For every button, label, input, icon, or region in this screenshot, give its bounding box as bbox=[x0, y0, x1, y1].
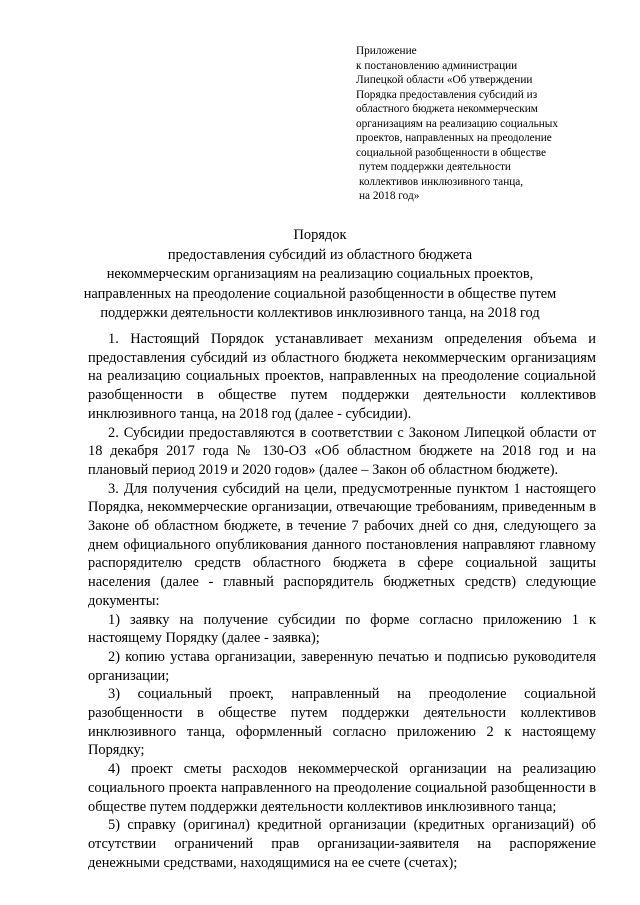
appendix-line: Липецкой области «Об утверждении bbox=[356, 74, 533, 86]
document-body bbox=[88, 330, 596, 872]
appendix-line: к постановлению администрации bbox=[356, 59, 518, 72]
title-line: направленных на преодоление социальной разобщенности в обществе путем bbox=[83, 285, 557, 302]
paragraph: 3) социальный проект, направленный на преодоление социальной разобщенности в обществе путем поддержки деятельности коллективов инклюзивного танца, оформленный согласно приложению 2 к настоящему Порядку; bbox=[88, 686, 596, 759]
paragraph: 3. Для получения субсидий на цели, предусмотренные пунктом 1 настоящего Порядка, некоммерческие организации, отвечающие требованиям, приведенным в Законе об областном бюджете, в течение 7 рабочих дней со дня, следующего за днем официального опубликования данного постановления направляют главному распорядителю средств областного бюджета в сфере социальной защиты населения (далее - главный распорядитель бюджетных средств) следующие документы: bbox=[88, 480, 596, 609]
paragraph: 4) проект сметы расходов некоммерческой организации на реализацию социального проекта направленного на преодоление социальной разобщенности в обществе путем поддержки деятельности коллективов инклюзивного танца; bbox=[88, 761, 596, 815]
appendix-line: на 2018 год» bbox=[359, 190, 420, 202]
title-line: Порядок bbox=[293, 227, 347, 243]
appendix-line: организациям на реализацию социальных bbox=[356, 117, 559, 130]
title-line: предоставления субсидий из областного бюджета bbox=[167, 246, 473, 263]
appendix-line: областного бюджета некоммерческим bbox=[356, 103, 538, 115]
document-title bbox=[60, 226, 580, 324]
paragraph: 2) копию устава организации, заверенную печатью и подписью руководителя организации; bbox=[88, 648, 596, 684]
paragraph: 1) заявку на получение субсидии по форме согласно приложению 1 к настоящему Порядку (далее - заявка); bbox=[88, 611, 596, 647]
paragraph: 5) справку (оригинал) кредитной организации (кредитных организаций) об отсутствии ограничений прав организации-заявителя на распоряжение денежными средствами, находящимися на ее счете (счетах); bbox=[88, 817, 596, 871]
paragraph: 1. Настоящий Порядок устанавливает механизм определения объема и предоставления субсидий из областного бюджета некоммерческим организациям на реализацию социальных проектов, направленных на преодоление социальной разобщенности в обществе путем поддержки деятельности коллективов инклюзивного танца, на 2018 год (далее - субсидии). bbox=[88, 331, 596, 422]
title-line: поддержки деятельности коллективов инклюзивного танца, на 2018 год bbox=[100, 305, 540, 322]
appendix-line: Приложение bbox=[356, 45, 417, 57]
paragraph: 2. Субсидии предоставляются в соответствии с Законом Липецкой области от 18 декабря 2017 года № 130-ОЗ «Об областном бюджете на 2018 год и на плановый период 2019 и 2020 годов» (далее – Закон об областном бюджете). bbox=[88, 424, 596, 478]
appendix-line: коллективов инклюзивного танца, bbox=[359, 175, 524, 188]
appendix-header bbox=[356, 44, 626, 204]
appendix-line: путем поддержки деятельности bbox=[359, 161, 511, 173]
title-line: некоммерческим организациям на реализацию социальных проектов, bbox=[106, 266, 534, 283]
appendix-line: Порядка предоставления субсидий из bbox=[356, 88, 538, 101]
appendix-line: проектов, направленных на преодоление bbox=[356, 132, 552, 144]
appendix-line: социальной разобщенности в обществе bbox=[356, 146, 547, 159]
